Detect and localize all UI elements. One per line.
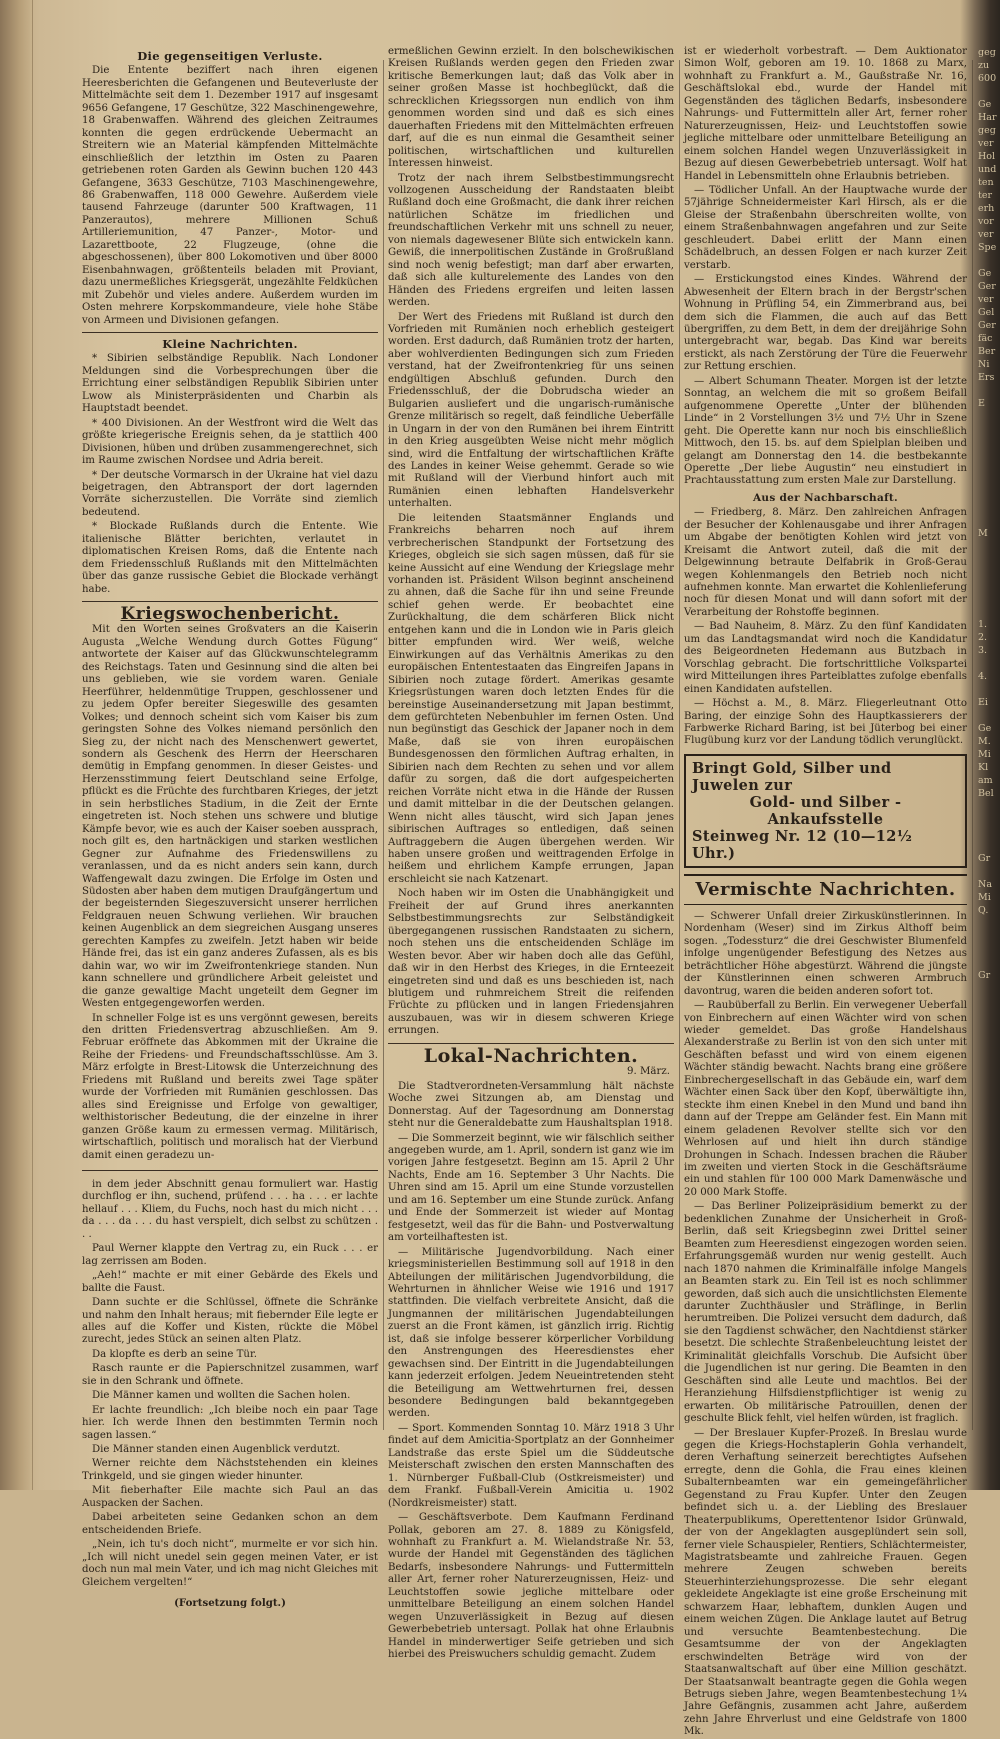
section-rule	[388, 1043, 674, 1044]
feuilleton-paragraph: Paul Werner klappte den Vertrag zu, ein Ruck . . . er lag zerrissen am Boden.	[82, 1243, 378, 1267]
cutoff-line-fragment	[978, 826, 1000, 839]
local-item: — Albert Schumann Theater. Morgen ist der letzte Sonntag, an welchem die mit so großem Beifall aufgenommene Operette „Unter der blühenden Linde“ in 2 Vorstellungen 3½ und 7½ Uhr in Szene geht. Die Operette kann nur noch bis einschließlich Mittwoch, den 15. bs. auf dem Spielplan bleiben und gelangt am Donnerstag den 14. die bestbekannte Operette „Der liebe Augustin“ neu einstudiert in Prachtausstattung zum ersten Male zur Darstellung.	[684, 375, 967, 487]
news-item: * Sibirien selbständige Republik. Nach Londoner Meldungen sind die Vorbesprechungen über die Errichtung einer selbständigen Republik Sibirien unter Lwow als Ministerpräsidenten und Charbin als Hauptstadt beendet.	[82, 353, 378, 415]
feuilleton-paragraph: Rasch raunte er die Papierschnitzel zusammen, warf sie in den Schrank und öffnete.	[82, 1363, 378, 1387]
news-item: — Raubüberfall zu Berlin. Ein verwegener Ueberfall von Einbrechern auf einen Wächter wird von schen wieder gemeldet. Das große Handelshaus Alexanderstraße zu Berlin ist von den sich unter mit Geschäften befasst und wird von einem eigenen Wächter ständig bewacht. Nachts brang eine größere Einbrechergesellschaft in das Gebäude ein, warf dem Wächter einen Sack über den Kopf, überwältigte ihn, steckte ihm einen Knebel in den Mund und band ihn dann auf der Treppe am Geländer fest. Ein Mann mit einem geladenen Revolver stellte sich vor den Wehrlosen auf und hielt ihn durch ständige Drohungen in Schach. Indessen brachen die Räuber im zweiten und vierten Stock in die Geschäftsräume ein und stahlen für 100 000 Mark Damenwäsche und 20 000 Mark Stoffe.	[684, 1000, 967, 1198]
cutoff-line-fragment	[978, 553, 1000, 566]
cutoff-line-fragment	[978, 683, 1000, 696]
cutoff-line-fragment: 1.	[978, 619, 988, 630]
cutoff-line-fragment	[978, 709, 1000, 722]
regional-item: — Friedberg, 8. März. Den zahlreichen Anfragen der Besucher der Kohlenausgabe und ihrer Anfragen um Abgabe der benötigten Kohlen wird jetzt von Kreisamt die Antwort zuteil, daß die mit der Delgewinnung betraute Delfabrik in Groß-Gerau wegen Kohlenmangels den Betrieb noch nicht aufnehmen konnte. Man erwartet die Kohlenlieferung noch für diesen Monat und will dann sofort mit der Verarbeitung der Rohstoffe beginnen.	[684, 507, 967, 618]
cutoff-line-fragment: Ger	[978, 320, 996, 331]
cutoff-line-fragment	[978, 813, 1000, 826]
news-item: — Der Breslauer Kupfer-Prozeß. In Breslau wurde gegen die Kriegs-Hochstaplerin Gohla verhandelt, deren Verhaftung seinerzeit berechtigtes Aufsehen erregte, denn die Gohla, die Frau eines kleinen Subalternbeamten war ein gemeingefährlicher Gegenstand zu Frau Kupfer. Unter den Zeugen befindet sich u. a. der Liebling des Breslauer Theaterpublikums, Operettentenor Isidor Grünwald, der von der Angeklagten ausgeplündert sein soll, ferner viele Schauspieler, Rentiers, Schlächtermeister, Magistratsbeamte und zahlreiche Frauen. Gegen mehrere Zeugen schweben bereits Steuerhinterziehungsprozesse. Die sehr elegant gekleidete Angeklagte ist eine große Erscheinung mit schwarzem Haar, lebhaftem, dunklen Augen und einem weichen Zügen. Die Anklage lautet auf Betrug und versuchte Beamtenbestechung. Die Gesamtsumme der von der Angeklagten erschwindelten Beträge wird von der Staatsanwaltschaft auf über eine Million geschätzt. Der Staatsanwalt beantragte gegen die Gohla wegen Betrugs sieben Jahre, wegen Beamtenbestechung 1¼ Jahre Gefängnis, zusammen acht Jahre, außerdem zehn Jahre Ehrverlust und eine Geldstrafe von 1800 Mk.	[684, 1427, 967, 1738]
cutoff-line-fragment: Spe	[978, 242, 997, 253]
feuilleton-paragraph: Dabei arbeiteten seine Gedanken schon an dem entscheidenden Briefe.	[82, 1512, 378, 1536]
cutoff-line-fragment: zu	[978, 60, 990, 71]
column-3	[684, 46, 967, 1738]
cutoff-line-fragment: Ber	[978, 346, 996, 357]
cutoff-line-fragment: fäc	[978, 333, 993, 344]
cutoff-line-fragment	[978, 449, 1000, 462]
local-item: — Die Sommerzeit beginnt, wie wir fälschlich seither angegeben wurde, am 1. April, sondern ist ganz wie im vorigen Jahre festgesetzt. Beginn am 15. April 2 Uhr Nachts, Ende am 16. September 3 Uhr Nachts. Die Uhren sind am 15. April um eine Stunde vorzustellen und am 16. September um eine Stunde zurück. Anfang und Ende der Sommerzeit ist wieder auf Montag festgesetzt, weil das für die Bahn- und Postverwaltung am vorteilhaftesten ist.	[388, 1132, 674, 1244]
cutoff-line-fragment	[978, 540, 1000, 553]
cutoff-line-fragment: Ni	[978, 359, 990, 370]
cutoff-line-fragment: Hol	[978, 151, 996, 162]
column-2	[388, 46, 674, 1661]
local-item: Die Stadtverordneten-Versammlung hält nächste Woche zwei Sitzungen ab, am Dienstag und Donnerstag. Auf der Tagesordnung am Donnerstag steht nur die Generaldebatte zum Haushaltsplan 1918.	[388, 1080, 674, 1130]
feuilleton-paragraph: Mit fieberhafter Eile machte sich Paul an das Auspacken der Sachen.	[82, 1485, 378, 1509]
cutoff-line-fragment: Kl	[978, 762, 989, 773]
cutoff-line-fragment: am	[978, 775, 993, 786]
cutoff-line-fragment	[978, 956, 1000, 969]
cutoff-line-fragment	[978, 501, 1000, 514]
continuation-note: (Fortsetzung folgt.)	[174, 1597, 286, 1610]
cutoff-line-fragment: und	[978, 164, 997, 175]
cutoff-line-fragment: Gr	[978, 853, 991, 864]
cutoff-line-fragment: ver	[978, 294, 994, 305]
headline-lokal-nachrichten: Lokal-Nachrichten.	[423, 1044, 639, 1067]
cutoff-line-fragment	[978, 943, 1000, 956]
local-item: — Sport. Kommenden Sonntag 10. März 1918 3 Uhr findet auf dem Amicitia-Sportplatz an der Gonnheimer Landstraße das erste Spiel um die Süddeutsche Meisterschaft zwischen den ersten Mannschaften des 1. Nürnberger Fußball-Club (Ostkreismeister) und dem Frankf. Fußball-Verein Amicitia u. 1902 (Nordkreismeister) statt.	[388, 1422, 674, 1509]
article-paragraph: Noch haben wir im Osten die Unabhängigkeit und Freiheit der auf Grund ihres anerkannten Selbstbestimmungsrechts zur Selbständigkeit übergegangenen russischen Randstaaten zu sichern, noch stehen uns die entscheidenden Schläge im Westen bevor. Aber wir haben doch alle das Gefühl, daß wir in den Herbst des Krieges, in die Ernteezeit eingetreten sind und daß es uns beschieden ist, nach blutigem und ruhmreichem Streit die reifenden Früchte zu pflücken und in langen Friedensjahren auszubauen, was wir in diesem schweren Kriege errungen.	[388, 888, 674, 1037]
dateline: 9. März.	[627, 1066, 670, 1078]
cutoff-line-fragment: 3.	[978, 645, 988, 656]
cutoff-line-fragment: ten	[978, 177, 994, 188]
regional-item: — Bad Nauheim, 8. März. Zu den fünf Kandidaten um das Landtagsmandat wird noch die Kandidatur des Beigeordneten Hedemann aus Butzbach in Vorschlag gebracht. Die fortschrittliche Volkspartei wird Mitteilungen ihres Parteiblattes zufolge ebenfalls einen Kandidaten aufstellen.	[684, 621, 967, 695]
cutoff-line-fragment: ver	[978, 138, 994, 149]
cutoff-line-fragment	[978, 85, 1000, 98]
cutoff-line-fragment: Mi	[978, 892, 991, 903]
cutoff-line-fragment: geg	[978, 47, 996, 58]
cutoff-line-fragment	[978, 514, 1000, 527]
cutoff-line-fragment	[978, 436, 1000, 449]
headline-verluste: Die gegenseitigen Verluste.	[137, 49, 323, 63]
cutoff-line-fragment	[978, 462, 1000, 475]
news-item: — Das Berliner Polizeipräsidium bemerkt zu der bedenklichen Zunahme der Unsicherheit in Groß-Berlin, daß seit Kriegsbeginn zwei Drittel seiner Beamten zum Heeresdienst eingezogen worden seien. Erfahrungsgemäß wurden nur wenig gestellt. Auch nach 1870 nahmen die Kriminalfälle infolge Mangels an Beamten stark zu. Ein Teil ist es noch schlimmer geworden, daß sich auch die unsichtlichsten Elemente darunter Zuchthäusler und Sträflinge, in Berlin herumtreiben. Die Polizei versucht dem dadurch, daß sie den Tagdienst schwächer, den Nachtdienst stärker besetzt. Die schlechte Straßenbeleuchtung leistet der Kriminalität gleichfalls Vorschub. Die Aufsicht über die Jugendlichen ist nur gering. Die Beamten in den Geschäften sind alle Leute und machtlos. Bei der Heranziehung Hilfsdienstpflichtiger ist wenig zu erwarten. Ob militärische Patrouillen, denen der geschulte Blick fehlt, viel helfen würden, ist fraglich.	[684, 1201, 967, 1425]
column-divider	[383, 60, 384, 1430]
column-1	[82, 46, 378, 1610]
cutoff-line-fragment: 2.	[978, 632, 988, 643]
article-paragraph: Mit den Worten seines Großvaters an die Kaiserin Augusta „Welche Wendung durch Gottes Fügung“ antwortete der Kaiser auf das Glückwunschtelegramm des Reichstags. Taten und Gesinnung sind die alten bei uns geblieben, wie sie vordem waren. Geniale Heerführer, heldenmütige Truppen, geschlossener und zu jedem Opfer bereiter Siegeswille des gesamten Volkes; und dennoch scheint sich vom Kaiser bis zum geringsten Sohne des Volkes niemand persönlich den Sieg zu, der nicht nach des Menschenwert gewertet, sondern als Geschenk des Herrn der Heerscharen demütig in Empfang genommen. In dieser Geistes- und Herzensstimmung feiert Deutschland seine Erfolge, pflückt es die Früchte des furchtbaren Krieges, der jetzt in sein herbstliches Stadium, in die Zeit der Ernte eingetreten ist. Noch stehen uns schwere und blutige Kämpfe bevor, wie es auch der Kaiser soeben aussprach, noch gilt es, den hartnäckigen und starken westlichen Gegner zur Aufnahme des Friedenswillens zu veranlassen, und da es nicht anders sein kann, durch Waffengewalt dazu zwingen. Die Erfolge im Osten und Südosten aber haben dem mutigen Draufgängertum und der begeisternden Siegeszuversicht unserer herrlichen Feldgrauen neuen Schwung verliehen. Wir brauchen keinen Augenblick an dem siegreichen Ausgang unseres gerechten Kampfes zu zweifeln. Jetzt haben wir beide Hände frei, das ist ein ganz anderes Zufassen, als es bis dahin war, wo wir im Zweifrontenkriege standen. Nun kann schnellere und gründlichere Arbeit geleistet und die ganze gewaltige Macht ungeteilt dem Gegner im Westen entgegengeworfen werden.	[82, 624, 378, 1010]
column-divider	[972, 60, 973, 1430]
headline-vermischte-nachrichten: Vermischte Nachrichten.	[684, 874, 967, 905]
cutoff-line-fragment: Ge	[978, 268, 992, 279]
cutoff-line-fragment: Mi	[978, 749, 991, 760]
news-item: * Der deutsche Vormarsch in der Ukraine hat viel dazu beigetragen, den Abtransport der dort lagernden Vorräte sicherzustellen. Die Vorräte sind ziemlich bedeutend.	[82, 469, 378, 518]
cutoff-line-fragment	[978, 917, 1000, 930]
local-item: — Militärische Jugendvorbildung. Nach einer kriegsministeriellen Bestimmung soll auf 1918 in den Abteilungen der militärischen Jugendvorbildung, die Wehrturnen in ähnlicher Weise wie 1916 und 1917 stattfinden. Die vielfach verbreitete Ansicht, daß die Jungmannen der militärischen Jugendabteilungen zuerst an die Front kämen, ist gänzlich irrig. Richtig ist, daß sie infolge besserer körperlicher Vorbildung den Anstrengungen des Heeresdienstes eher gewachsen sind. Der Eintritt in die Jugendabteilungen kann jederzeit erfolgen. Jedem Neueintretenden steht die Beteiligung am Wettwehrturnen frei, dessen besondere Bedingungen bald bekanntgegeben werden.	[388, 1246, 674, 1420]
feuilleton-paragraph: Die Männer kamen und wollten die Sachen holen.	[92, 1390, 351, 1402]
feuilleton-paragraph: Dann suchte er die Schlüssel, öffnete die Schränke und nahm den Inhalt heraus; mit fiebernder Eile legte er alles auf die Koffer und Kisten, rückte die Möbel zurecht, jedes Stück an seinen alten Platz.	[82, 1297, 378, 1346]
section-rule	[82, 601, 378, 602]
cutoff-line-fragment: Q.	[978, 905, 989, 916]
cutoff-line-fragment: Gel	[978, 307, 995, 318]
cutoff-line-fragment	[978, 605, 1000, 618]
cutoff-line-fragment: Ge	[978, 99, 992, 110]
feuilleton-paragraph: Er lachte freundlich: „Ich bleibe noch ein paar Tage hier. Ich werde Ihnen den bestimmten Termin noch sagen lassen.“	[82, 1404, 378, 1441]
cutoff-line-fragment: Ge	[978, 723, 992, 734]
cutoff-line-fragment: 4.	[978, 671, 988, 682]
feuilleton-paragraph: „Aeh!“ machte er mit einer Gebärde des Ekels und ballte die Faust.	[82, 1270, 378, 1294]
article-paragraph: ermeßlichen Gewinn erzielt. In den bolschewikischen Kreisen Rußlands werden gegen den Frieden zwar kritische Bemerkungen laut; daß das Volk aber in seiner großen Masse ist hochbeglückt, daß die schrecklichen Kriegssorgen nun endlich von ihm genommen worden sind und daß es sich eines dauerhaften Friedens mit den Mittelmächten erfreuen darf, auf die es nun einmal die Gesamtheit seiner politischen, wirtschaftlichen und kulturellen Interessen hinweist.	[388, 46, 674, 170]
feuilleton-paragraph: Werner reichte dem Nächststehenden ein kleines Trinkgeld, und sie gingen wieder hinunter.	[82, 1458, 378, 1482]
local-item: — Geschäftsverbote. Dem Kaufmann Ferdinand Pollak, geboren am 27. 8. 1889 zu Königsfeld, wohnhaft zu Frankfurt a. M. Wielandstraße Nr. 53, wurde der Handel mit Gegenständen des täglichen Bedarfs, insbesondere Nahrungs- und Futtermitteln aller Art, ferner roher Naturerzeugnissen, Heiz- und Leuchtstoffen sowie jegliche mittelbare oder unmittelbare Beteiligung an einem solchen Handel wegen Unzuverlässigkeit in Bezug auf diesen Gewerbebetrieb untersagt. Pollak hat ohne Erlaubnis Handel in minderwertiger Seife getrieben und sich hierbei des Preiswuchers schuldig gemacht. Zudem	[388, 1512, 674, 1661]
cutoff-line-fragment: ter	[978, 190, 992, 201]
feuilleton-paragraph: „Nein, ich tu's doch nicht“, murmelte er vor sich hin. „Ich will nicht unedel sein gegen meinen Vater, er ist doch nun mal mein Vater, und ich mag nicht Gleiches mit Gleichem vergelten!“	[82, 1539, 378, 1588]
article-paragraph: Die Entente beziffert nach ihren eigenen Heeresberichten die Gefangenen und Beuteverluste der Mittelmächte seit dem 1. Dezember 1917 auf insgesamt 9656 Gefangene, 17 Geschütze, 322 Maschinengewehre, 18 Grabenwaffen. Während des gleichen Zeitraumes konnten die gegen erdrückende Uebermacht an Streitern wie an Material kämpfenden Mittelmächte einschließlich der letzthin im Osten zu Paaren getriebenen roten Garden als Gewinn buchen 120 443 Gefangene, 3633 Geschütze, 7103 Maschinengewehre, 86 Grabenwaffen, 118 000 Gewehre. Außerdem viele tausend Fahrzeuge (darunter 500 Kraftwagen, 11 Panzerautos), mehrere Millionen Schuß Artilleriemunition, 47 Panzer-, Motor- und Lazarettboote, 22 Flugzeuge, (ohne die abgeschossenen), über 800 Lokomotiven und über 8000 Eisenbahnwagen, größtenteils beladen mit Proviant, dazu unermeßliches Kriegsgerät, ungezählte Feldküchen mit Zubehör und vieles andere. Außerdem wurden im Osten mehrere Korpskommandeure, viele hohe Stäbe von Armeen und Divisionen gefangen.	[82, 65, 378, 326]
cutoff-line-fragment: 600	[978, 73, 997, 84]
local-item: ist er wiederholt vorbestraft. — Dem Auktionator Simon Wolf, geboren am 19. 10. 1868 zu Marx, wohnhaft zu Frankfurt a. M., Gaußstraße Nr. 16, Geschäftslokal ebd., wurde der Handel mit Gegenständen des täglichen Bedarfs, insbesondere Nahrungs- und Futtermitteln aller Art, ferner roher Naturerzeugnissen, Heiz- und Leuchtstoffen sowie jegliche mittelbare oder unmittelbare Beteiligung an einem solchen Handel wegen Unzuverlässigkeit in Bezug auf diesen Gewerbebetrieb untersagt. Wolf hat Handel in Lebensmitteln ohne Erlaubnis betrieben.	[684, 46, 967, 182]
cutoff-line-fragment	[978, 384, 1000, 397]
column-4-cutoff	[978, 46, 1000, 1466]
feuilleton-paragraph: in dem jeder Abschnitt genau formuliert war. Hastig durchflog er ihn, suchend, prüfend . . . ha . . . er lachte hellauf . . . Kliem, du Fuchs, noch hast du mich nicht . . . da . . . da . . . du hast verspielt, dich selbst zu schützen . . .	[82, 1178, 378, 1240]
cutoff-line-fragment	[978, 566, 1000, 579]
local-item: — Tödlicher Unfall. An der Hauptwache wurde der 57jährige Schneidermeister Karl Hirsch, als er die Gleise der Straßenbahn überschreiten wollte, von einem Straßenbahnwagen angefahren und zur Seite geschleudert. Dabei erlitt der Mann einen Schädelbruch, an dessen Folgen er nach kurzer Zeit verstarb.	[684, 184, 967, 271]
cutoff-line-fragment: Na	[978, 879, 992, 890]
cutoff-line-fragment: Ger	[978, 281, 996, 292]
binding-edge	[0, 0, 33, 1490]
cutoff-line-fragment	[978, 423, 1000, 436]
regional-item: — Höchst a. M., 8. März. Fliegerleutnant Otto Baring, der einzige Sohn des Hauptkassierers der Farbwerke Richard Baring, ist bei Jüterbog bei einer Flugübung kurz vor der Landung tödlich verunglückt.	[684, 698, 967, 747]
headline-kleine-nachrichten: Kleine Nachrichten.	[162, 336, 298, 351]
cutoff-line-fragment	[978, 592, 1000, 605]
article-paragraph: In schneller Folge ist es uns vergönnt gewesen, bereits den dritten Friedensvertrag abzuschließen. Am 9. Februar eröffnete das Abkommen mit der Ukraine die Reihe der Friedens- und Freundschaftsschlüsse. Am 3. März erfolgte in Brest-Litowsk die Unterzeichnung des Friedens mit Rußland und bereits zwei Tage später wurde der Vorfrieden mit Rumänien geschlossen. Das alles sind Ereignisse und Erfolge von gewaltiger, welthistorischer Bedeutung, die der einzelne in ihrer ganzen Größe kaum zu ermessen vermag. Militärisch, wirtschaftlich, politisch und moralisch hat der Vierbund damit einen geradezu un-	[82, 1012, 378, 1161]
cutoff-line-fragment	[978, 410, 1000, 423]
cutoff-line-fragment: Har	[978, 112, 997, 123]
section-rule	[82, 332, 378, 333]
ad-line: Bringt Gold, Silber und Juwelen zur	[692, 759, 892, 794]
cutoff-line-fragment: ver	[978, 229, 994, 240]
local-item: — Erstickungstod eines Kindes. Während der Abwesenheit der Eltern brach in der Bergstr'schen Wohnung in Prüfling 54, ein Zimmerbrand aus, bei dem sich die Flammen, die auch auf das Bett übergriffen, zu dem Bett, in dem der dreijährige Sohn untergebracht war, begab. Das Kind war bereits erstickt, als nach Zerstörung der Türe die Feuerwehr zur Rettung erschien.	[684, 274, 967, 373]
feuilleton-paragraph: Die Männer standen einen Augenblick verdutzt.	[92, 1444, 341, 1456]
cutoff-line-fragment: Ei	[978, 697, 988, 708]
cutoff-line-fragment: E	[978, 398, 985, 409]
article-paragraph: Der Wert des Friedens mit Rußland ist durch den Vorfrieden mit Rumänien noch erheblich gesteigert worden. Erst dadurch, daß Rumänien trotz der harten, aber wohlverdienten Bedingungen sich zum Frieden verstand, hat der Zweifrontenkrieg für uns seinen endgültigen Abschluß gefunden. Durch den Friedensschluß, der die Dobrudscha wieder an Bulgarien ausliefert und die ungarisch-rumänische Grenze militärisch so regelt, daß feindliche Ueberfälle in Ungarn in der von den Rumänen bei ihrem Eintritt in den Krieg ausgeübten Weise nicht mehr möglich sind, wird die Entfaltung der wirtschaftlichen Kräfte des Landes in keiner Weise gehemmt. Gerade so wie mit Rußland will der Vierbund hinfort auch mit Rumänien einen lebhaften Handelsverkehr unterhalten.	[388, 311, 674, 510]
feuilleton-paragraph: Da klopfte es derb an seine Tür.	[92, 1348, 257, 1360]
ad-line: Steinweg Nr. 12 (10—12½ Uhr.)	[692, 827, 913, 862]
cutoff-line-fragment	[978, 657, 1000, 670]
cutoff-line-fragment: M	[978, 528, 988, 539]
cutoff-line-fragment	[978, 839, 1000, 852]
cutoff-line-fragment: geg	[978, 125, 996, 136]
cutoff-line-fragment	[978, 800, 1000, 813]
cutoff-line-fragment	[978, 930, 1000, 943]
headline-kriegswochenbericht: Kriegswochenbericht.	[120, 604, 340, 625]
cutoff-line-fragment: M.	[978, 736, 991, 747]
news-item: * Blockade Rußlands durch die Entente. Wie italienische Blätter berichten, verlautet in diplomatischen Kreisen Roms, daß die Entente nach dem Friedensschluß Rußlands mit den Mittelmächten über das ganze russische Gebiet die Blockade verhängt habe.	[82, 521, 378, 595]
headline-nachbarschaft: Aus der Nachbarschaft.	[752, 491, 899, 504]
cutoff-line-fragment	[978, 475, 1000, 488]
news-item: — Schwerer Unfall dreier Zirkuskünstlerinnen. In Nordenham (Weser) sind im Zirkus Althoff beim sogen. „Todessturz“ die drei Geschwister Blumenfeld infolge ungenügender Befestigung des Netzes aus beträchtlicher Höhe abgestürzt. Während die jüngste der Künstlerinnen einen schweren Armbruch davontrug, waren die beiden anderen sofort tot.	[684, 910, 967, 997]
cutoff-line-fragment: Gr	[978, 970, 991, 981]
cutoff-line-fragment: Ers	[978, 372, 995, 383]
cutoff-line-fragment: Bel	[978, 788, 994, 799]
column-divider	[679, 60, 680, 1430]
gold-ankauf-advertisement	[684, 754, 967, 868]
article-paragraph: Trotz der nach ihrem Selbstbestimmungsrecht vollzogenen Ausscheidung der Randstaaten bleibt Rußland doch eine Großmacht, die dank ihrer reichen natürlichen Schätze im friedlichen und freundschaftlichen Verkehr mit uns schnell zu neuer, von niemals dagewesener Blüte sich entwickeln kann. Gewiß, die innerpolitischen Zustände in Großrußland sind noch wenig befestigt; man darf aber erwarten, daß sich alle kulturelemente des Landes von den Händen des Friedens ergreifen und leiten lassen werden.	[388, 172, 674, 309]
cutoff-line-fragment	[978, 865, 1000, 878]
cutoff-line-fragment	[978, 488, 1000, 501]
cutoff-line-fragment: erh	[978, 203, 995, 214]
ad-line: Gold- und Silber - Ankaufsstelle	[749, 793, 902, 828]
feuilleton-rule	[82, 1170, 378, 1171]
cutoff-line-fragment	[978, 579, 1000, 592]
news-item: * 400 Divisionen. An der Westfront wird die Welt das größte kriegerische Ereignis sehen, da je stattlich 400 Divisionen, hüben und drüben zusammengerechnet, sich im Raume zwischen Nordsee und Adria bereit.	[82, 417, 378, 467]
cutoff-line-fragment	[978, 254, 1000, 267]
cutoff-line-fragment: vor	[978, 216, 994, 227]
article-paragraph: Die leitenden Staatsmänner Englands und Frankreichs beharren noch auf ihrem verbrecherischen Standpunkt der Fortsetzung des Krieges, obgleich sie sich sagen müssen, daß für sie keine Aussicht auf eine Wendung der Kriegslage mehr vorhanden ist. Präsident Wilson beginnt anscheinend zu ahnen, daß die Sache für ihn und seine Freunde schief gehen werde. Er beobachtet eine Zurückhaltung, die dem schärferen Blick nicht entgehen kann und die in London wie in Paris gleich bitter empfunden wird. Wer weiß, welche Einwirkungen auf das Verhältnis Amerikas zu den europäischen Ententestaaten das Eingreifen Japans in Sibirien noch zutage fördert. Amerikas gesamte Kriegsrüstungen waren doch letzten Endes für die bereinstige Auseinandersetzung mit Japan bestimmt, dem gefürchteten Nebenbuhler im fernen Osten. Und nun begünstigt das Geschick der Japaner noch in dem Maße, daß sie von ihren europäischen Bundesgenossen den förmlichen Auftrag erhalten, in Sibirien nach dem Rechten zu sehen und vor allem dafür zu sorgen, daß die dort aufgespeicherten reichen Vorräte nicht etwa in die Hände der Russen und damit mittelbar in die der Deutschen gelangen. Wenn nicht alles täuscht, wird sich Japan jenes sibirischen Auftrages so entledigen, daß seinen Auftraggebern die Augen übergehen werden. Wir haben unsere großen und weittragenden Erfolge in heißem und ehrlichem Kampfe errungen, Japan erschleicht sie nach Katzenart.	[388, 512, 674, 885]
